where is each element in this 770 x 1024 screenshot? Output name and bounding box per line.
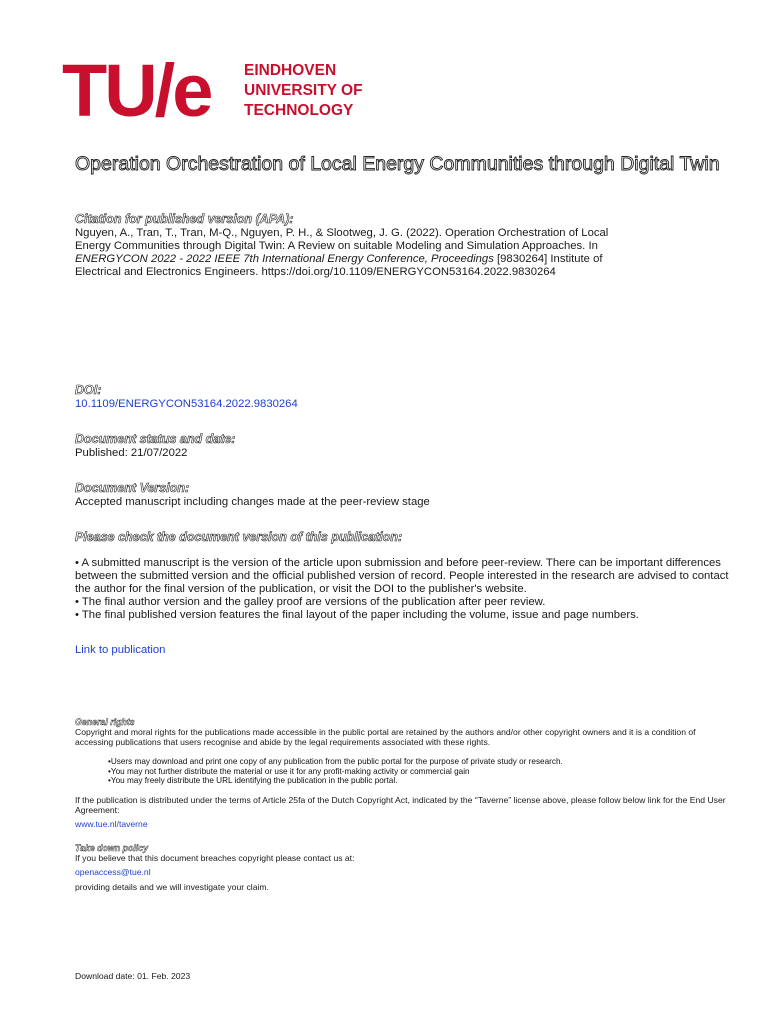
status-section bbox=[75, 432, 735, 460]
version-value: Accepted manuscript including changes made at the peer-review stage bbox=[75, 496, 430, 508]
contact-email-link[interactable]: openaccess@tue.nl bbox=[75, 867, 151, 877]
document-title: Operation Orchestration of Local Energy Communities through Digital Twin bbox=[75, 153, 720, 175]
citation-line-1: Nguyen, A., Tran, T., Tran, M-Q., Nguyen, P. H., & Slootweg, J. G. (2022). Operation Orchestration of Local bbox=[75, 227, 609, 239]
link-to-publication[interactable]: Link to publication bbox=[75, 644, 166, 656]
general-rights-section bbox=[75, 717, 735, 786]
citation-section bbox=[75, 212, 735, 279]
providing-details-text: providing details and we will investigate your claim. bbox=[75, 882, 269, 892]
status-value: Published: 21/07/2022 bbox=[75, 447, 188, 459]
citation-label: Citation for published version (APA): bbox=[75, 212, 294, 226]
rights-item: • You may freely distribute the URL identifying the publication in the public portal. bbox=[108, 776, 735, 786]
rights-list bbox=[75, 757, 735, 786]
version-check-label: Please check the document version of this publication: bbox=[75, 530, 403, 544]
doi-link[interactable]: 10.1109/ENERGYCON53164.2022.9830264 bbox=[75, 398, 298, 410]
citation-line-3 bbox=[75, 253, 735, 266]
status-label: Document status and date: bbox=[75, 432, 236, 446]
version-section bbox=[75, 481, 735, 509]
logo-mark: TU/e bbox=[62, 49, 211, 132]
university-logo bbox=[62, 49, 392, 132]
citation-line-2: Energy Communities through Digital Twin: A Review on suitable Modeling and Simulation Approaches. In bbox=[75, 240, 598, 252]
citation-proceedings: ENERGYCON 2022 - 2022 IEEE 7th International Energy Conference, Proceedings bbox=[75, 253, 494, 265]
version-note-3: • The final published version features the final layout of the paper including the volume, issue and page numbers. bbox=[75, 609, 639, 621]
taverne-link[interactable]: www.tue.nl/taverne bbox=[75, 819, 148, 829]
general-rights-text: Copyright and moral rights for the publications made accessible in the public portal are retained by the authors and/or other copyright owners and it is a condition of accessing publications that users recognise and abide by the legal requirements associated with these rights. bbox=[75, 727, 696, 747]
version-note-1: • A submitted manuscript is the version of the article upon submission and before peer-review. There can be important differences between the submitted version and the official published version of record. People interested in the research are advised to contact the author for the final version of the publication, or visit the DOI to the publisher's website. bbox=[75, 557, 729, 595]
rights-item: • You may not further distribute the material or use it for any profit-making activity or commercial gain bbox=[108, 767, 735, 777]
download-date: Download date: 01. Feb. 2023 bbox=[75, 971, 191, 981]
version-label: Document Version: bbox=[75, 481, 190, 495]
general-rights-label: General rights bbox=[75, 717, 135, 727]
takedown-text: If you believe that this document breaches copyright please contact us at: bbox=[75, 853, 355, 863]
logo-line-1: EINDHOVEN bbox=[244, 62, 337, 79]
takedown-section bbox=[75, 843, 735, 863]
logo-line-3: TECHNOLOGY bbox=[244, 102, 354, 119]
citation-line-3-rest: [9830264] Institute of bbox=[493, 253, 603, 265]
citation-line-4: Electrical and Electronics Engineers. https://doi.org/10.1109/ENERGYCON53164.2022.9830264 bbox=[75, 266, 556, 278]
logo-wordmark bbox=[244, 61, 363, 121]
version-check-section bbox=[75, 530, 735, 622]
version-note-2: • The final author version and the galley proof are versions of the publication after peer review. bbox=[75, 596, 546, 608]
rights-item: • Users may download and print one copy of any publication from the public portal for the purpose of private study or research. bbox=[108, 757, 735, 767]
doi-label: DOI: bbox=[75, 383, 102, 397]
version-notes bbox=[75, 557, 735, 622]
taverne-notice: If the publication is distributed under the terms of Article 25fa of the Dutch Copyright Act, indicated by the “Taverne” license above, please follow below link for the End User Agreement: bbox=[75, 795, 726, 815]
takedown-label: Take down policy bbox=[75, 843, 148, 853]
citation-text bbox=[75, 227, 735, 279]
logo-line-2: UNIVERSITY OF bbox=[244, 82, 363, 99]
doi-section bbox=[75, 383, 735, 411]
